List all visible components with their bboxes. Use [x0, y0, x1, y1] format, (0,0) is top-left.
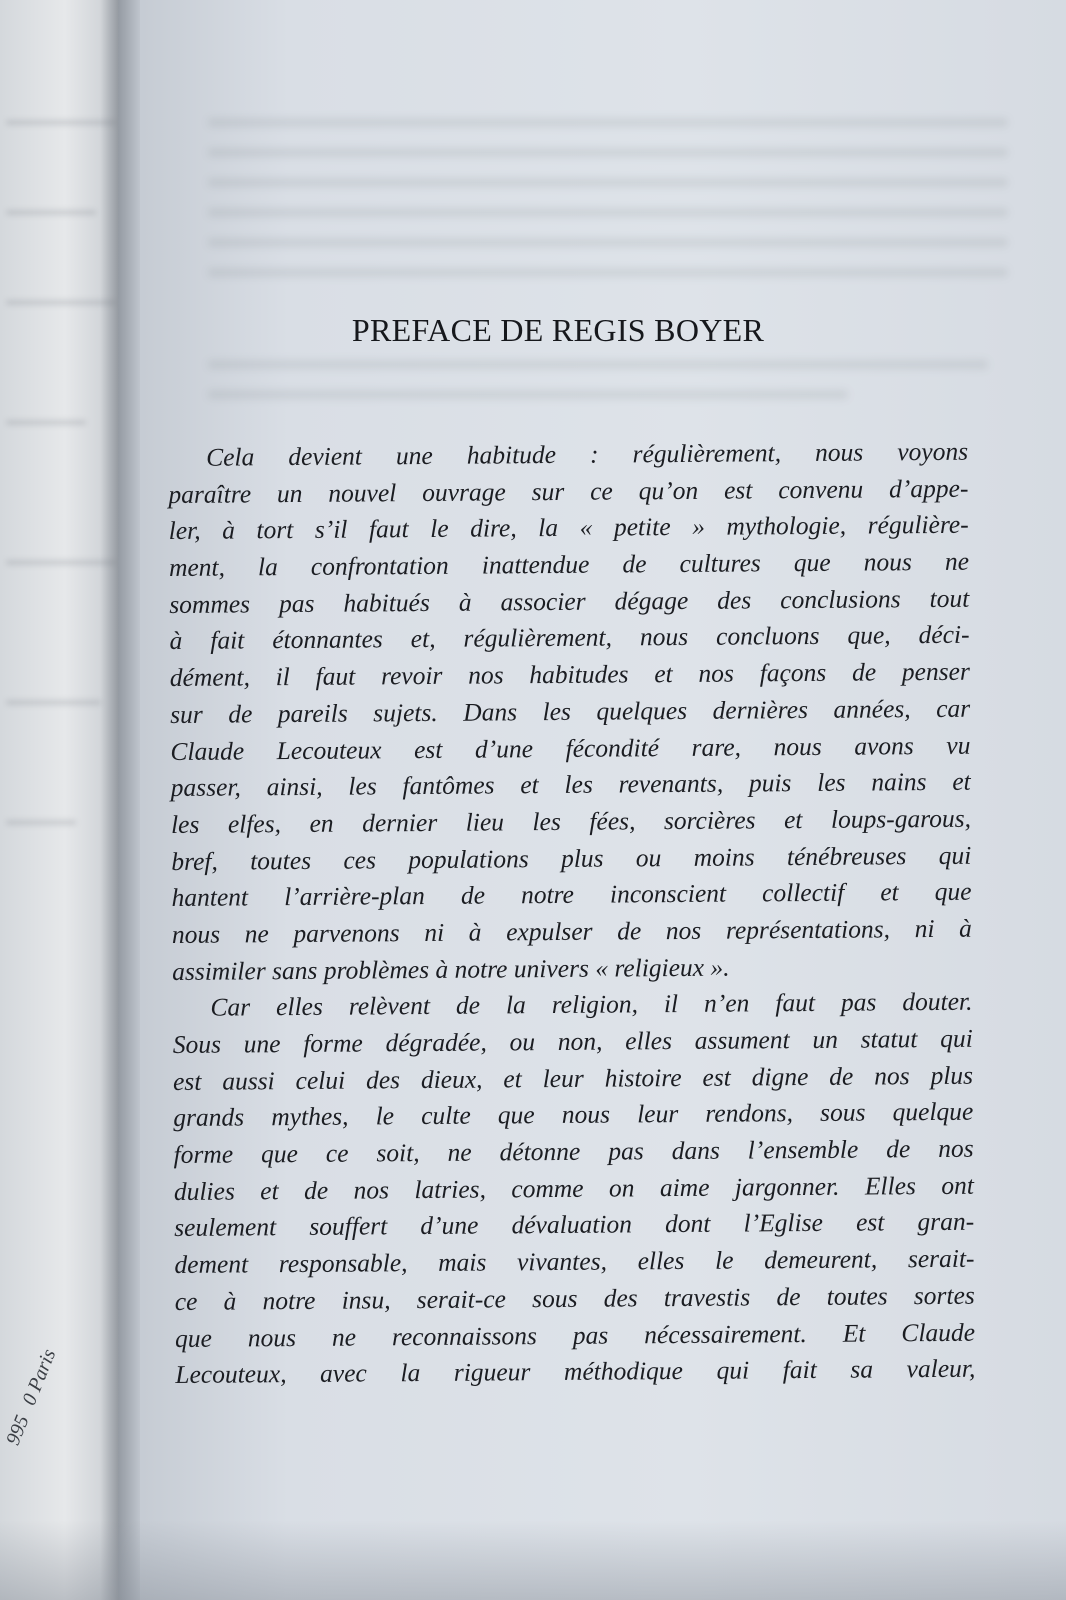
text-line: passer, ainsi, les fantômes et les revenants, puis les nains et: [170, 766, 971, 803]
show-through-text: [208, 390, 848, 399]
preface-body: [168, 434, 975, 1394]
text-line: sommes pas habitués à associer dégage des conclusions tout: [169, 583, 970, 619]
left-page-fragment-line: 995: [2, 1412, 34, 1449]
text-line: Claude Lecouteux est d’une fécondité rare, nous avons vu: [170, 730, 971, 766]
left-page-ghost-text: [6, 700, 101, 705]
text-line: grands mythes, le culte que nous leur rendons, sous quelque: [173, 1097, 974, 1133]
text-line: forme que ce soit, ne détonne pas dans l’ensemble de nos: [173, 1133, 974, 1170]
text-line: ce à notre insu, serait-ce sous des travestis de toutes sortes: [174, 1280, 975, 1316]
paragraph: [168, 434, 972, 991]
text-line: que nous ne reconnaissons pas nécessairement. Et Claude: [174, 1317, 976, 1353]
page-bottom-shadow: [0, 1520, 1066, 1600]
text-line: est aussi celui des dieux, et leur histoire est digne de nos plus: [172, 1060, 974, 1096]
show-through-text: [208, 148, 1008, 157]
left-page-ghost-text: [6, 210, 96, 215]
left-page-fragment: [2, 1339, 64, 1449]
text-line: dément, il faut revoir nos habitudes et nos façons de penser: [169, 656, 970, 693]
text-line: nous ne parvenons ni à expulser de nos représentations, ni à: [171, 913, 972, 949]
show-through-text: [208, 238, 1008, 247]
text-line: Sous une forme dégradée, ou non, elles assument un statut qui: [172, 1023, 973, 1059]
show-through-text: [208, 360, 988, 369]
text-line: Lecouteux, avec la rigueur méthodique qui fait sa valeur,: [175, 1353, 976, 1390]
show-through-text: [208, 118, 1008, 127]
page-title: PREFACE DE REGIS BOYER: [351, 312, 765, 348]
left-page-fragment-line: 0 Paris: [18, 1346, 61, 1409]
text-line: à fait étonnantes et, régulièrement, nous concluons que, déci-: [169, 620, 970, 656]
left-page-ghost-text: [6, 420, 86, 425]
show-through-text: [208, 178, 1008, 187]
text-line: sur de pareils sujets. Dans les quelques dernières années, car: [170, 693, 971, 729]
text-line: seulement souffert d’une dévaluation dont l’Eglise est gran-: [174, 1207, 975, 1243]
text-line: dulies et de nos latries, comme on aime jargonner. Elles ont: [173, 1170, 974, 1206]
text-line: ment, la confrontation inattendue de cultures que nous ne: [168, 546, 970, 583]
text-line: hantent l’arrière-plan de notre inconscient collectif et que: [171, 876, 972, 913]
book-gutter: [100, 0, 140, 1600]
text-line: Cela devient une habitude : régulièrement, nous voyons: [206, 436, 969, 472]
text-line: paraître un nouvel ouvrage sur ce qu’on est convenu d’appe-: [168, 473, 969, 509]
text-line: assimiler sans problèmes à notre univers « religieux ».: [172, 952, 730, 986]
show-through-text: [208, 268, 1008, 277]
text-line: Car elles relèvent de la religion, il n’en faut pas douter.: [210, 987, 973, 1022]
text-line: dement responsable, mais vivantes, elles le demeurent, serait-: [174, 1243, 975, 1280]
left-page-ghost-text: [6, 820, 76, 825]
paragraph: [172, 984, 975, 1394]
text-line: ler, à tort s’il faut le dire, la « petite » mythologie, régulière-: [168, 510, 969, 546]
show-through-text: [208, 208, 1008, 217]
text-line: bref, toutes ces populations plus ou moins ténébreuses qui: [171, 840, 972, 876]
text-line: les elfes, en dernier lieu les fées, sorcières et loups-garous,: [170, 803, 972, 839]
